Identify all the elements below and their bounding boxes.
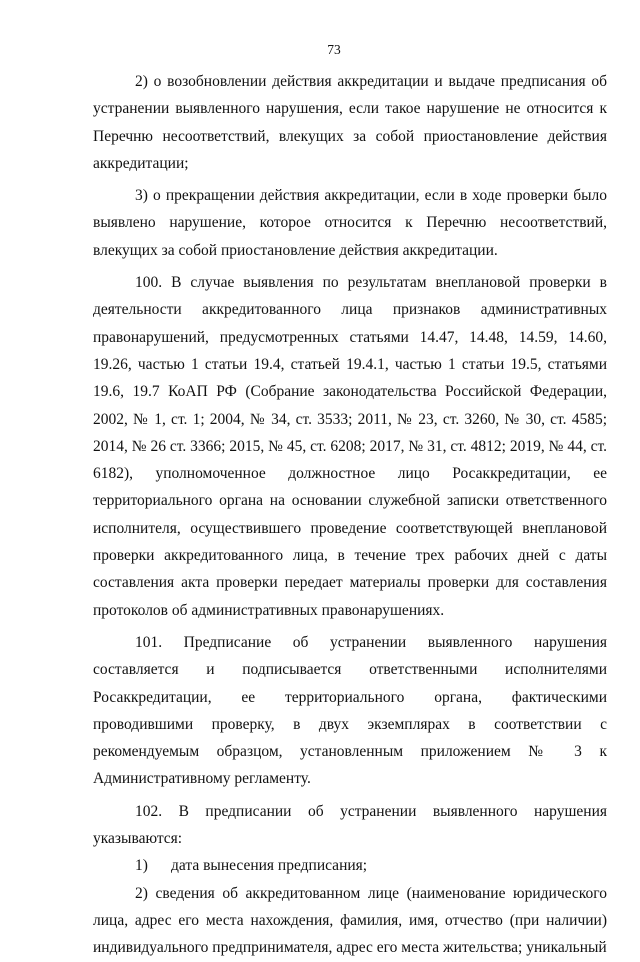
paragraph-100: 100. В случае выявления по результатам внеплановой проверки в деятельности аккредитованного лица признаков административных правонарушений, предусмотренных статьями 14.47, 14.48, 14.59, 14.60, 19.26, частью 1 статьи 19.4, статьей 19.4.1, частью 1 статьи 19.5, статьями 19.6, 19.7 КоАП РФ (Собрание законодательства Российской Федерации, 2002, № 1, ст. 1; 2004, № 34, ст. 3533; 2011, № 23, ст. 3260, № 30, ст. 4585; 2014, № 26 ст. 3366; 2015, № 45, ст. 6208; 2017, № 31, ст. 4812; 2019, № 44, ст. 6182), уполномоченное должностное лицо Росаккредитации, ее территориального органа на основании служебной записки ответственного исполнителя, осуществившего проведение соответствующей внеплановой проверки аккредитованного лица, в течение трех рабочих дней с даты составления акта проверки передает материалы проверки для составления протоколов об административных правонарушениях. <box>93 274 607 619</box>
paragraph-102: 102. В предписании об устранении выявленного нарушения указываются: <box>93 802 607 848</box>
paragraph-item-2-details: 2) сведения об аккредитованном лице (наименование юридического лица, адрес его места нахождения, фамилия, имя, отчество (при наличии) индивидуального предпринимателя, адрес его места жительства; уникальный <box>93 884 607 957</box>
paragraph-101: 101. Предписание об устранении выявленного нарушения составляется и подписывается ответственными исполнителями Росаккредитации, ее территориального органа, фактическими проводившими проверку, в двух экземплярах в соответствии с рекомендуемым образцом, установленным приложением № 3 к Административному регламенту. <box>93 633 607 788</box>
page-number: 73 <box>327 42 341 57</box>
list-item-number: 1) <box>135 857 148 875</box>
paragraph-item-2: 2) о возобновлении действия аккредитации и выдаче предписания об устранении выявленного нарушения, если такое нарушение не относится к Перечню несоответствий, влекущих за собой приостановление действия аккредитации; <box>93 73 607 172</box>
list-item-1 <box>93 852 607 879</box>
paragraph-item-3: 3) о прекращении действия аккредитации, если в ходе проверки было выявлено нарушение, которое относится к Перечню несоответствий, влекущих за собой приостановление действия аккредитации. <box>93 187 607 259</box>
list-item-text: дата вынесения предписания; <box>171 857 368 875</box>
document-body <box>93 68 607 962</box>
